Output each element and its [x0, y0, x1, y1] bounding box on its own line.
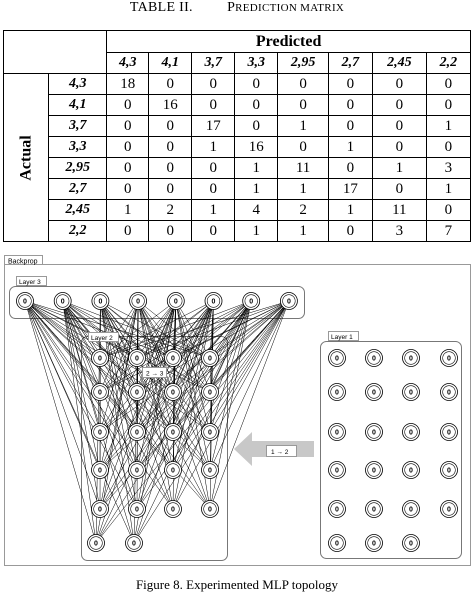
matrix-cell: 2	[278, 200, 329, 221]
node-value: 0	[208, 430, 212, 437]
layer1-node	[329, 462, 346, 479]
matrix-cell: 0	[192, 158, 235, 179]
layer1-node	[366, 384, 383, 401]
layer2-node	[165, 501, 182, 518]
actual-label: Actual	[18, 135, 36, 180]
matrix-cell: 0	[107, 116, 149, 137]
matrix-cell: 2	[149, 200, 192, 221]
predicted-class-header: 2,45	[372, 53, 426, 74]
node-value: 0	[372, 507, 376, 514]
node-value: 0	[447, 390, 451, 397]
matrix-cell: 0	[192, 179, 235, 200]
matrix-cell: 0	[328, 116, 372, 137]
matrix-cell: 0	[107, 137, 149, 158]
node-value: 0	[208, 356, 212, 363]
matrix-cell: 18	[107, 74, 149, 95]
node-value: 0	[335, 507, 339, 514]
node-value: 0	[372, 356, 376, 363]
matrix-row	[4, 179, 471, 200]
layer1-node	[329, 535, 346, 552]
layer1-node	[403, 501, 420, 518]
matrix-cell: 0	[149, 137, 192, 158]
predicted-class-header: 2,95	[278, 53, 329, 74]
layer2-node	[92, 501, 109, 518]
node-value: 0	[409, 507, 413, 514]
matrix-cell: 0	[192, 74, 235, 95]
matrix-cell: 0	[192, 221, 235, 242]
layer1-node	[366, 535, 383, 552]
predicted-header-row	[4, 31, 471, 53]
layer2-node	[165, 462, 182, 479]
layer1-node	[329, 350, 346, 367]
matrix-cell: 16	[149, 95, 192, 116]
node-value: 0	[249, 299, 253, 306]
actual-class-header: 4,3	[49, 74, 107, 95]
actual-class-header: 3,7	[49, 116, 107, 137]
figure-caption: Figure 8. Experimented MLP topology	[0, 578, 474, 592]
matrix-cell: 1	[372, 158, 426, 179]
matrix-cell: 17	[328, 179, 372, 200]
predicted-class-header: 2,2	[426, 53, 470, 74]
matrix-cell: 17	[192, 116, 235, 137]
node-value: 0	[447, 468, 451, 475]
matrix-cell: 1	[235, 221, 278, 242]
matrix-cell: 0	[235, 74, 278, 95]
node-value: 0	[171, 356, 175, 363]
layer3-node	[280, 293, 297, 310]
layer3-node	[167, 293, 184, 310]
layer2-node	[202, 384, 219, 401]
matrix-cell: 11	[278, 158, 329, 179]
matrix-row	[4, 95, 471, 116]
layer1-node	[441, 501, 458, 518]
matrix-cell: 0	[426, 74, 470, 95]
matrix-cell: 1	[278, 221, 329, 242]
node-value: 0	[132, 541, 136, 548]
node-value: 0	[335, 356, 339, 363]
actual-class-header: 4,1	[49, 95, 107, 116]
layer2-node	[126, 535, 143, 552]
node-value: 0	[208, 468, 212, 475]
layer3-node	[243, 293, 260, 310]
node-value: 0	[409, 541, 413, 548]
matrix-cell: 0	[278, 137, 329, 158]
actual-class-header: 2,2	[49, 221, 107, 242]
layer1-node	[403, 462, 420, 479]
actual-class-header: 2,45	[49, 200, 107, 221]
node-value: 0	[98, 507, 102, 514]
actual-header	[4, 74, 49, 242]
matrix-cell: 0	[235, 95, 278, 116]
matrix-cell: 0	[149, 179, 192, 200]
layer2-node	[165, 424, 182, 441]
layer2-node	[129, 350, 146, 367]
layer2-node	[92, 384, 109, 401]
node-value: 0	[98, 356, 102, 363]
node-value: 0	[171, 430, 175, 437]
node-value: 0	[287, 299, 291, 306]
node-value: 0	[135, 507, 139, 514]
matrix-cell: 1	[426, 116, 470, 137]
layer2-node	[129, 462, 146, 479]
matrix-cell: 1	[278, 116, 329, 137]
layer1-node	[403, 350, 420, 367]
layer1-node	[441, 424, 458, 441]
predicted-class-header: 4,3	[107, 53, 149, 74]
node-value: 0	[335, 468, 339, 475]
matrix-cell: 0	[372, 116, 426, 137]
node-value: 0	[409, 468, 413, 475]
layer1-node	[441, 384, 458, 401]
node-value: 0	[447, 430, 451, 437]
actual-class-header: 2,7	[49, 179, 107, 200]
corner-cell	[4, 31, 107, 74]
node-value: 0	[447, 507, 451, 514]
node-value: 0	[171, 390, 175, 397]
predicted-class-header: 2,7	[328, 53, 372, 74]
matrix-cell: 1	[192, 200, 235, 221]
layer2-node	[88, 535, 105, 552]
matrix-cell: 4	[235, 200, 278, 221]
table-name-initial: P	[227, 0, 235, 15]
matrix-row	[4, 137, 471, 158]
matrix-row	[4, 221, 471, 242]
backprop-window	[5, 265, 471, 566]
conn-12-label: 1 → 2	[271, 449, 289, 456]
actual-class-header: 2,95	[49, 158, 107, 179]
layer1-node	[403, 384, 420, 401]
matrix-cell: 1	[278, 179, 329, 200]
matrix-cell: 0	[149, 74, 192, 95]
node-value: 0	[335, 390, 339, 397]
node-value: 0	[447, 356, 451, 363]
matrix-row	[4, 200, 471, 221]
matrix-cell: 0	[372, 137, 426, 158]
table-name-rest: REDICTION MATRIX	[235, 2, 344, 14]
layer3-node	[54, 293, 71, 310]
layer1-node	[403, 424, 420, 441]
node-value: 0	[171, 468, 175, 475]
layer2-node	[92, 424, 109, 441]
node-value: 0	[98, 390, 102, 397]
matrix-cell: 0	[372, 95, 426, 116]
backprop-label: Backprop	[8, 259, 38, 266]
predicted-header: Predicted	[107, 31, 471, 53]
layer3-node	[17, 293, 34, 310]
matrix-cell: 0	[372, 74, 426, 95]
layer2-node	[129, 424, 146, 441]
node-value: 0	[135, 390, 139, 397]
layer2-node	[165, 384, 182, 401]
node-value: 0	[135, 430, 139, 437]
layer1-node	[366, 424, 383, 441]
layer2-node	[129, 384, 146, 401]
matrix-cell: 1	[235, 158, 278, 179]
node-value: 0	[135, 356, 139, 363]
matrix-cell: 0	[149, 221, 192, 242]
matrix-cell: 3	[426, 158, 470, 179]
layer1-node	[366, 350, 383, 367]
matrix-cell: 11	[372, 200, 426, 221]
node-value: 0	[23, 299, 27, 306]
matrix-cell: 0	[328, 221, 372, 242]
layer2-node	[165, 350, 182, 367]
matrix-cell: 0	[426, 95, 470, 116]
matrix-cell: 16	[235, 137, 278, 158]
layer1-node	[329, 501, 346, 518]
layer1-node	[403, 535, 420, 552]
layer1-node	[366, 462, 383, 479]
layer1-node	[441, 350, 458, 367]
node-value: 0	[372, 468, 376, 475]
prediction-matrix-table	[3, 30, 471, 242]
node-value: 0	[409, 430, 413, 437]
matrix-cell: 0	[149, 158, 192, 179]
node-value: 0	[208, 390, 212, 397]
node-value: 0	[335, 541, 339, 548]
layer2-node	[202, 350, 219, 367]
actual-class-header: 3,3	[49, 137, 107, 158]
node-value: 0	[372, 390, 376, 397]
layer3-node	[92, 293, 109, 310]
matrix-cell: 0	[192, 95, 235, 116]
layer2-label: Layer 2	[91, 335, 113, 342]
matrix-cell: 1	[235, 179, 278, 200]
matrix-cell: 1	[328, 200, 372, 221]
layer1-node	[329, 384, 346, 401]
matrix-cell: 1	[192, 137, 235, 158]
layer1-label: Layer 1	[331, 334, 353, 341]
layer2-node	[92, 462, 109, 479]
layer2-node	[92, 350, 109, 367]
matrix-cell: 0	[372, 179, 426, 200]
matrix-cell: 7	[426, 221, 470, 242]
matrix-cell: 0	[278, 74, 329, 95]
matrix-row	[4, 74, 471, 95]
node-value: 0	[208, 507, 212, 514]
node-value: 0	[335, 430, 339, 437]
predicted-class-header: 3,7	[192, 53, 235, 74]
matrix-cell: 0	[328, 95, 372, 116]
conn-23-label: 2 → 3	[146, 371, 164, 378]
node-value: 0	[372, 430, 376, 437]
node-value: 0	[135, 468, 139, 475]
matrix-cell: 0	[328, 74, 372, 95]
node-value: 0	[98, 299, 102, 306]
matrix-cell: 0	[328, 158, 372, 179]
matrix-cell: 1	[107, 200, 149, 221]
matrix-row	[4, 158, 471, 179]
matrix-cell: 3	[372, 221, 426, 242]
matrix-cell: 0	[107, 221, 149, 242]
matrix-cell: 0	[278, 95, 329, 116]
node-value: 0	[212, 299, 216, 306]
matrix-cell: 0	[426, 200, 470, 221]
matrix-cell: 0	[235, 116, 278, 137]
node-value: 0	[98, 468, 102, 475]
node-value: 0	[136, 299, 140, 306]
node-value: 0	[94, 541, 98, 548]
matrix-cell: 0	[149, 116, 192, 137]
node-value: 0	[372, 541, 376, 548]
layer2-node	[202, 501, 219, 518]
matrix-cell: 0	[107, 179, 149, 200]
node-value: 0	[409, 356, 413, 363]
layer3-node	[205, 293, 222, 310]
node-value: 0	[171, 507, 175, 514]
predicted-class-header: 3,3	[235, 53, 278, 74]
layer1-node	[441, 462, 458, 479]
matrix-row	[4, 116, 471, 137]
node-value: 0	[174, 299, 178, 306]
node-value: 0	[98, 430, 102, 437]
layer3-node	[130, 293, 147, 310]
layer2-node	[129, 501, 146, 518]
layer1-node	[329, 424, 346, 441]
layer2-node	[202, 424, 219, 441]
table-title	[0, 0, 474, 16]
matrix-cell: 0	[107, 95, 149, 116]
layer1-node	[366, 501, 383, 518]
layer2-node	[202, 462, 219, 479]
matrix-cell: 1	[328, 137, 372, 158]
matrix-cell: 0	[107, 158, 149, 179]
matrix-cell: 1	[426, 179, 470, 200]
table-number: TABLE II.	[130, 0, 193, 15]
mlp-topology-figure	[4, 254, 472, 569]
layer3-label: Layer 3	[19, 279, 41, 286]
node-value: 0	[61, 299, 65, 306]
node-value: 0	[409, 390, 413, 397]
matrix-cell: 0	[426, 137, 470, 158]
predicted-class-header: 4,1	[149, 53, 192, 74]
